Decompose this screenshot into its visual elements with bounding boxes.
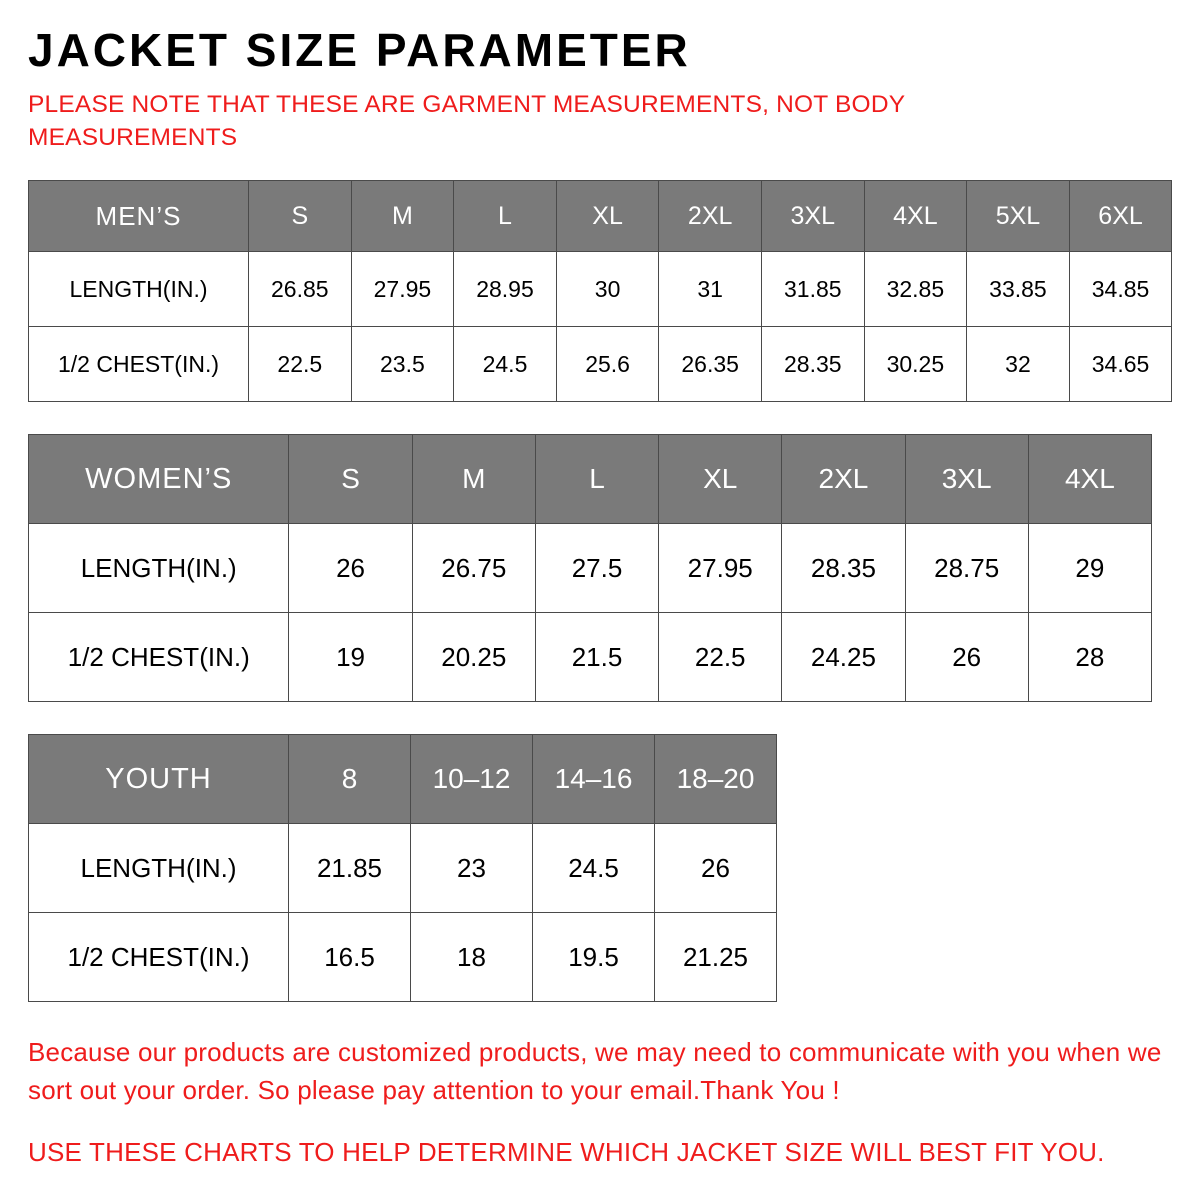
youth-size-col-2: 14–16: [533, 735, 655, 824]
footer-notes: [28, 1034, 1172, 1171]
mens-length-5: 31.85: [761, 252, 864, 327]
womens-length-2: 27.5: [535, 524, 658, 613]
footer-customization-note: Because our products are customized products, we may need to communicate with you when we sort out your order. So please pay attention to your email.Thank You !: [28, 1037, 1162, 1106]
womens-size-col-4: 2XL: [782, 435, 905, 524]
womens-table-header: [29, 435, 1152, 524]
womens-size-col-0: S: [289, 435, 412, 524]
mens-length-4: 31: [659, 252, 762, 327]
womens-chest-3: 22.5: [659, 613, 782, 702]
table-row: [29, 824, 777, 913]
mens-chest-2: 24.5: [454, 327, 557, 402]
youth-row-label-length: LENGTH(IN.): [29, 824, 289, 913]
mens-length-6: 32.85: [864, 252, 967, 327]
table-row: [29, 252, 1172, 327]
womens-length-4: 28.35: [782, 524, 905, 613]
mens-chest-6: 30.25: [864, 327, 967, 402]
womens-chest-4: 24.25: [782, 613, 905, 702]
mens-length-2: 28.95: [454, 252, 557, 327]
mens-table-header: [29, 181, 1172, 252]
mens-size-col-1: M: [351, 181, 454, 252]
mens-chest-3: 25.6: [556, 327, 659, 402]
womens-length-1: 26.75: [412, 524, 535, 613]
mens-size-col-0: S: [249, 181, 352, 252]
womens-chest-6: 28: [1028, 613, 1151, 702]
table-header-row: [29, 735, 777, 824]
youth-size-col-1: 10–12: [411, 735, 533, 824]
mens-chest-5: 28.35: [761, 327, 864, 402]
table-header-row: [29, 435, 1152, 524]
womens-length-6: 29: [1028, 524, 1151, 613]
youth-chest-0: 16.5: [289, 913, 411, 1002]
youth-table-title: YOUTH: [29, 735, 289, 824]
womens-length-0: 26: [289, 524, 412, 613]
youth-size-col-3: 18–20: [655, 735, 777, 824]
youth-row-label-chest: 1/2 CHEST(IN.): [29, 913, 289, 1002]
youth-chest-3: 21.25: [655, 913, 777, 1002]
youth-chest-2: 19.5: [533, 913, 655, 1002]
mens-chest-1: 23.5: [351, 327, 454, 402]
youth-table-header: [29, 735, 777, 824]
womens-size-col-3: XL: [659, 435, 782, 524]
table-header-row: [29, 181, 1172, 252]
mens-size-col-4: 2XL: [659, 181, 762, 252]
mens-size-col-5: 3XL: [761, 181, 864, 252]
page-title: JACKET SIZE PARAMETER: [28, 24, 691, 76]
youth-length-2: 24.5: [533, 824, 655, 913]
youth-length-1: 23: [411, 824, 533, 913]
table-row: [29, 613, 1152, 702]
table-row: [29, 327, 1172, 402]
mens-size-col-2: L: [454, 181, 557, 252]
mens-table-title: MEN’S: [29, 181, 249, 252]
womens-chest-1: 20.25: [412, 613, 535, 702]
womens-length-5: 28.75: [905, 524, 1028, 613]
mens-size-table: [28, 180, 1172, 402]
mens-row-label-chest: 1/2 CHEST(IN.): [29, 327, 249, 402]
mens-length-1: 27.95: [351, 252, 454, 327]
mens-size-col-8: 6XL: [1069, 181, 1172, 252]
mens-size-col-7: 5XL: [967, 181, 1070, 252]
womens-table-title: WOMEN’S: [29, 435, 289, 524]
mens-length-8: 34.85: [1069, 252, 1172, 327]
mens-size-col-6: 4XL: [864, 181, 967, 252]
youth-length-3: 26: [655, 824, 777, 913]
womens-row-label-chest: 1/2 CHEST(IN.): [29, 613, 289, 702]
measurement-note: PLEASE NOTE THAT THESE ARE GARMENT MEASUREMENTS, NOT BODY MEASUREMENTS: [28, 91, 905, 152]
womens-chest-0: 19: [289, 613, 412, 702]
youth-size-table: [28, 734, 777, 1002]
youth-size-col-0: 8: [289, 735, 411, 824]
womens-size-table: [28, 434, 1152, 702]
mens-length-0: 26.85: [249, 252, 352, 327]
womens-size-col-5: 3XL: [905, 435, 1028, 524]
womens-chest-2: 21.5: [535, 613, 658, 702]
mens-chest-0: 22.5: [249, 327, 352, 402]
womens-length-3: 27.95: [659, 524, 782, 613]
mens-chest-4: 26.35: [659, 327, 762, 402]
womens-size-col-1: M: [412, 435, 535, 524]
mens-length-3: 30: [556, 252, 659, 327]
womens-chest-5: 26: [905, 613, 1028, 702]
mens-chest-7: 32: [967, 327, 1070, 402]
womens-size-col-6: 4XL: [1028, 435, 1151, 524]
table-row: [29, 913, 777, 1002]
youth-chest-1: 18: [411, 913, 533, 1002]
mens-row-label-length: LENGTH(IN.): [29, 252, 249, 327]
womens-row-label-length: LENGTH(IN.): [29, 524, 289, 613]
footer-chart-usage-note: USE THESE CHARTS TO HELP DETERMINE WHICH JACKET SIZE WILL BEST FIT YOU.: [28, 1136, 1105, 1167]
mens-length-7: 33.85: [967, 252, 1070, 327]
mens-chest-8: 34.65: [1069, 327, 1172, 402]
youth-length-0: 21.85: [289, 824, 411, 913]
mens-size-col-3: XL: [556, 181, 659, 252]
table-row: [29, 524, 1152, 613]
womens-size-col-2: L: [535, 435, 658, 524]
